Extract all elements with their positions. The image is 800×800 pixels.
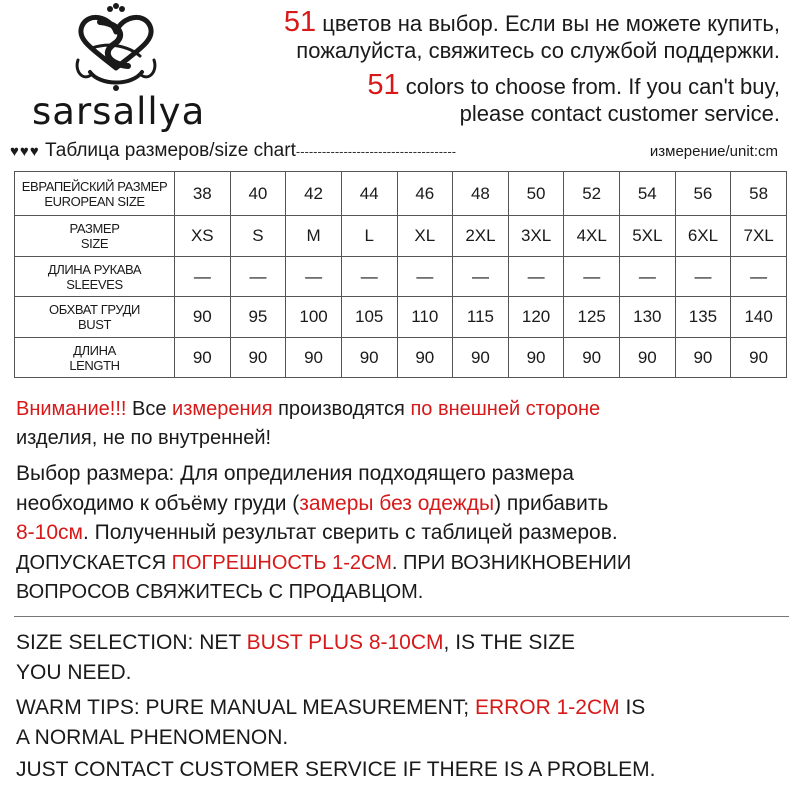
table-cell: 90 [175,297,231,338]
table-row [15,338,787,378]
table-cell: — [731,257,787,297]
header-ru-line-1-text: цветов на выбор. Если вы не можете купить, [316,11,780,36]
selection-line-5: ВОПРОСОВ СВЯЖИТЕСЬ С ПРОДАВЦОМ. [16,581,424,603]
table-cell: — [508,257,564,297]
table-row [15,297,787,338]
row-label-ru: ДЛИНА [73,342,116,358]
row-label-ru: РАЗМЕР [69,221,120,236]
table-cell: 90 [731,338,787,378]
size-table-body [15,172,787,378]
selection-line-4 [16,549,631,577]
english-line-3-c: IS [619,696,646,719]
warning-line-1 [16,395,600,423]
table-cell: XS [175,216,231,257]
table-cell: 135 [675,297,731,338]
table-cell: 90 [230,338,286,378]
color-count-ru: 51 [283,6,317,38]
row-label [15,257,175,297]
table-cell: 46 [397,172,453,216]
header-ru-line-1 [284,8,780,38]
row-label-ru: ЕВРАПЕЙСКИЙ РАЗМЕР [21,178,168,194]
warning-text-e: по внешней стороне [410,398,601,420]
table-cell: 120 [508,297,564,338]
table-row [15,257,787,297]
warning-attention: Внимание!!! [16,398,127,420]
table-cell: 115 [453,297,509,338]
table-row [15,172,787,216]
table-cell: 7XL [731,216,787,257]
selection-line-2 [16,490,608,518]
row-label-en: SIZE [80,236,109,251]
english-line-3 [16,694,645,722]
row-label-en: LENGTH [69,357,120,373]
table-cell: 90 [175,338,231,378]
english-line-2: YOU NEED. [16,661,132,684]
brand-name: sarsallya [32,90,206,133]
table-cell: 50 [508,172,564,216]
table-cell: — [397,257,453,297]
table-cell: 90 [453,338,509,378]
english-line-4: A NORMAL PHENOMENON. [16,726,289,749]
selection-line-4-c: . ПРИ ВОЗНИКНОВЕНИИ [391,552,632,574]
table-cell: 38 [175,172,231,216]
table-cell: — [175,257,231,297]
table-cell: — [453,257,509,297]
english-line-3-a: WARM TIPS: PURE MANUAL MEASUREMENT; [16,696,475,719]
english-line-1-a: SIZE SELECTION: NET [16,631,247,654]
table-cell: 4XL [564,216,620,257]
table-row [15,216,787,257]
row-label-en: SLEEVES [66,276,123,292]
size-table [14,171,787,378]
table-cell: 2XL [453,216,509,257]
table-cell: 90 [397,338,453,378]
table-cell: S [230,216,286,257]
table-cell: 125 [564,297,620,338]
row-label-ru: ДЛИНА РУКАВА [47,261,142,277]
selection-line-1: Выбор размера: Для опредиления подходящего размера [16,462,574,485]
english-line-1-b: BUST PLUS 8-10CM [246,631,444,654]
table-cell: M [286,216,342,257]
header-en-line-2: please contact customer service. [459,101,780,126]
table-cell: 44 [341,172,397,216]
table-cell: 130 [620,297,676,338]
table-cell: 140 [731,297,787,338]
row-label [15,338,175,378]
color-count-en: 51 [367,69,400,101]
table-cell: — [230,257,286,297]
table-cell: 90 [341,338,397,378]
warning-line-2: изделия, не по внутренней! [16,427,272,449]
selection-line-3-b: . Полученный результат сверить с таблицей размеров. [82,521,618,544]
english-line-5: JUST CONTACT CUSTOMER SERVICE IF THERE IS A PROBLEM. [16,758,656,781]
warning-text-d: производятся [272,398,411,420]
table-cell: 90 [286,338,342,378]
table-cell: — [675,257,731,297]
selection-line-3-a: 8-10см [16,521,83,544]
english-line-1 [16,629,575,657]
size-chart-title-text: Таблица размеров/size chart [39,140,296,161]
table-cell: — [341,257,397,297]
row-label [15,172,175,216]
table-cell: — [620,257,676,297]
table-cell: 56 [675,172,731,216]
table-cell: L [341,216,397,257]
row-label-en: EUROPEAN SIZE [44,193,145,209]
selection-line-2-c: ) прибавить [494,492,609,515]
table-cell: 40 [230,172,286,216]
warning-text-c: измерения [172,398,273,420]
section-divider [14,616,789,617]
table-cell: — [564,257,620,297]
table-cell: XL [397,216,453,257]
table-cell: 3XL [508,216,564,257]
table-cell: 90 [564,338,620,378]
header-en-line-1 [367,71,780,101]
english-line-3-b: ERROR 1-2CM [474,696,620,719]
row-label-en: BUST [77,317,112,332]
table-cell: 48 [453,172,509,216]
row-label [15,216,175,257]
table-cell: 52 [564,172,620,216]
selection-line-4-a: ДОПУСКАЕТСЯ [16,552,172,574]
row-label [15,297,175,338]
table-cell: 90 [620,338,676,378]
table-cell: 42 [286,172,342,216]
heart-monogram-logo-icon [70,2,162,94]
table-cell: 6XL [675,216,731,257]
table-cell: — [286,257,342,297]
hearts-icon: ♥♥♥ [10,143,40,160]
measurement-unit: измерение/unit:cm [649,143,778,160]
selection-line-4-b: ПОГРЕШНОСТЬ 1-2СМ [171,552,392,574]
warning-text-b: Все [126,398,173,420]
table-cell: 100 [286,297,342,338]
row-label-ru: ОБХВАТ ГРУДИ [49,302,140,317]
selection-line-3 [16,519,618,547]
english-line-1-c: , IS THE SIZE [443,631,576,654]
header-ru-line-2: пожалуйста, свяжитесь со службой поддержки. [296,38,780,63]
selection-line-2-b: замеры без одежды [299,492,495,515]
table-cell: 90 [675,338,731,378]
table-cell: 110 [397,297,453,338]
table-cell: 90 [508,338,564,378]
table-cell: 95 [230,297,286,338]
table-cell: 5XL [620,216,676,257]
table-cell: 54 [620,172,676,216]
header-en-line-1-text: colors to choose from. If you can't buy, [399,74,780,99]
table-cell: 58 [731,172,787,216]
title-dashes: ------------------------------------- [295,144,457,159]
selection-line-2-a: необходимо к объёму груди ( [16,492,300,515]
table-cell: 105 [341,297,397,338]
